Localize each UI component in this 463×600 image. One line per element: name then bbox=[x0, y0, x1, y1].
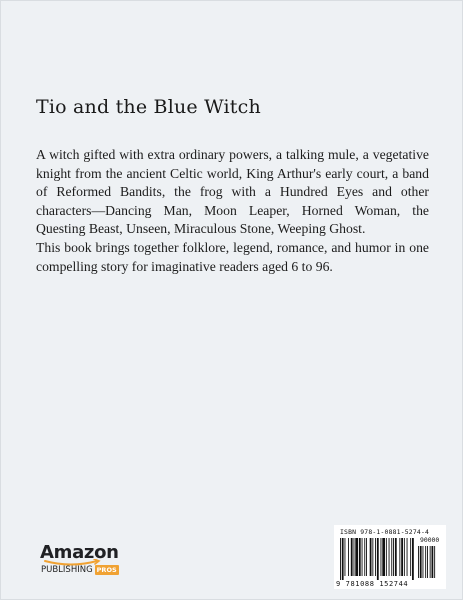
book-description bbox=[36, 146, 429, 276]
publisher-subtitle bbox=[41, 564, 119, 576]
barcode-box bbox=[334, 525, 446, 589]
description-paragraph-2: This book brings together folklore, legend, romance, and humor in one compelling story for imaginative readers aged 6 to 96. bbox=[36, 239, 429, 274]
book-title: Tio and the Blue Witch bbox=[36, 96, 261, 118]
publisher-logo bbox=[40, 542, 150, 578]
isbn-label: ISBN 978-1-0881-5274-4 bbox=[340, 528, 430, 536]
price-addon: 90000 bbox=[420, 536, 440, 544]
publishing-label: PUBLISHING bbox=[41, 565, 93, 575]
barcode-digits: 9 781088 152744 bbox=[336, 580, 409, 588]
description-paragraph-1: A witch gifted with extra ordinary powers, a talking mule, a vegetative knight from the ancient Celtic world, King Arthur's early court, a band of Reformed Bandits, the frog with a Hundred Eyes and other characters—Dancing Man, Moon Leaper, Horned Woman, the Questing Beast, Unseen, Miraculous Stone, Weeping Ghost. bbox=[36, 147, 429, 237]
pros-badge: PROS bbox=[96, 566, 117, 574]
publisher-name: Amazon bbox=[40, 542, 119, 563]
barcode-icon bbox=[340, 538, 440, 580]
